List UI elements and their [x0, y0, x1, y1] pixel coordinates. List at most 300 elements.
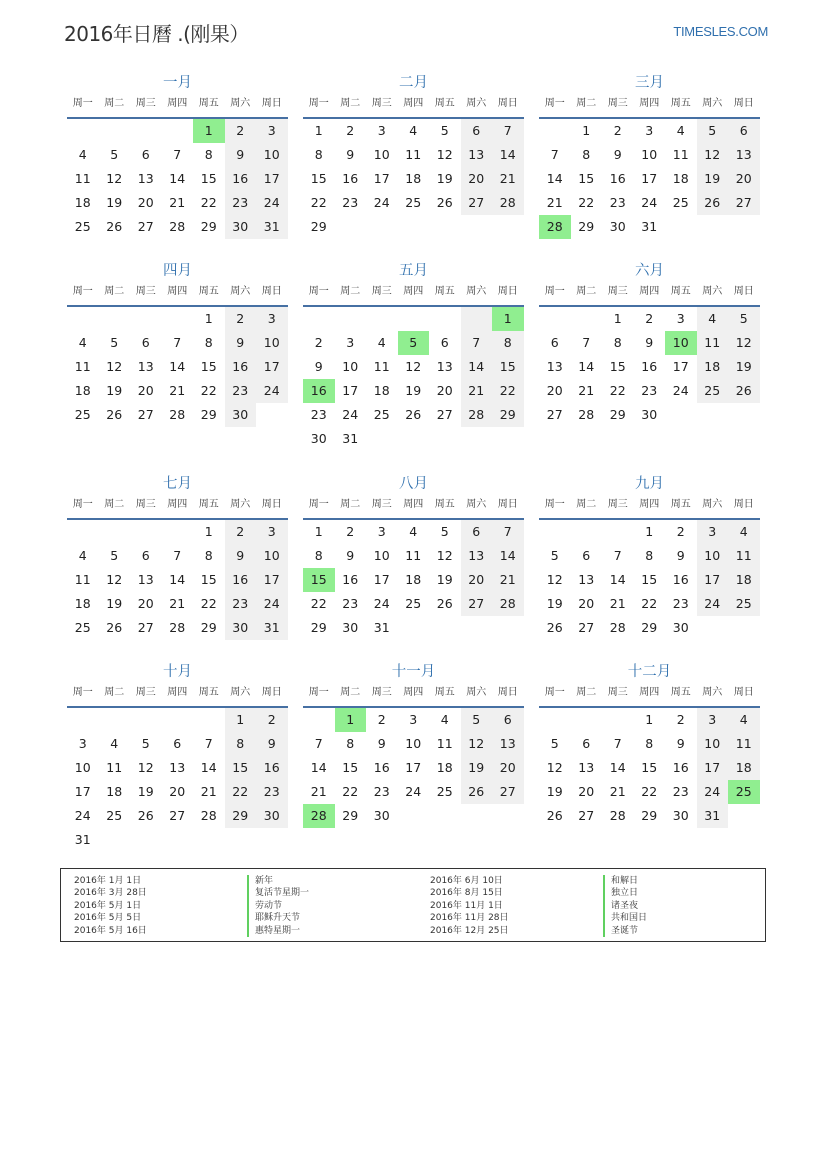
day-cell[interactable]: 21: [461, 379, 493, 403]
day-cell[interactable]: 31: [256, 215, 288, 239]
day-cell[interactable]: 11: [405, 548, 422, 563]
day-cell[interactable]: 6: [173, 736, 182, 751]
day-cell[interactable]: 20: [169, 784, 186, 799]
day-cell[interactable]: 16: [225, 167, 257, 191]
day-cell[interactable]: 22: [492, 379, 524, 403]
day-cell[interactable]: 6: [550, 335, 559, 350]
day-cell[interactable]: 24: [342, 407, 359, 422]
day-cell[interactable]: 10: [665, 331, 697, 355]
day-cell[interactable]: 4: [728, 708, 760, 732]
day-cell[interactable]: 4: [409, 524, 418, 539]
day-cell[interactable]: 13: [169, 760, 186, 775]
day-cell[interactable]: 16: [225, 355, 257, 379]
day-cell[interactable]: 17: [405, 760, 422, 775]
day-cell[interactable]: 26: [546, 808, 563, 823]
day-cell[interactable]: 6: [582, 548, 591, 563]
day-cell[interactable]: 4: [377, 335, 386, 350]
day-cell[interactable]: 23: [672, 784, 689, 799]
day-cell[interactable]: 14: [200, 760, 217, 775]
day-cell[interactable]: 1: [645, 524, 654, 539]
day-cell[interactable]: 27: [461, 191, 493, 215]
day-cell[interactable]: 23: [225, 379, 257, 403]
day-cell[interactable]: 26: [106, 407, 123, 422]
day-cell[interactable]: 21: [200, 784, 217, 799]
day-cell[interactable]: 3: [78, 736, 87, 751]
day-cell[interactable]: 12: [436, 548, 453, 563]
day-cell[interactable]: 8: [613, 335, 622, 350]
day-cell[interactable]: 12: [137, 760, 154, 775]
day-cell[interactable]: 17: [697, 756, 729, 780]
day-cell[interactable]: 12: [728, 331, 760, 355]
day-cell[interactable]: 11: [405, 147, 422, 162]
day-cell[interactable]: 30: [225, 403, 257, 427]
day-cell[interactable]: 30: [342, 620, 359, 635]
day-cell[interactable]: 18: [697, 355, 729, 379]
day-cell[interactable]: 13: [546, 359, 563, 374]
day-cell[interactable]: 29: [641, 808, 658, 823]
day-cell[interactable]: 26: [728, 379, 760, 403]
day-cell[interactable]: 14: [546, 171, 563, 186]
day-cell[interactable]: 20: [728, 167, 760, 191]
day-cell[interactable]: 7: [613, 548, 622, 563]
day-cell[interactable]: 31: [74, 832, 91, 847]
day-cell[interactable]: 4: [676, 123, 685, 138]
day-cell[interactable]: 9: [225, 143, 257, 167]
day-cell[interactable]: 27: [436, 407, 453, 422]
day-cell[interactable]: 17: [256, 355, 288, 379]
day-cell[interactable]: 23: [256, 780, 288, 804]
day-cell[interactable]: 21: [169, 596, 186, 611]
day-cell[interactable]: 8: [225, 732, 257, 756]
day-cell[interactable]: 26: [461, 780, 493, 804]
day-cell[interactable]: 24: [256, 191, 288, 215]
day-cell[interactable]: 29: [609, 407, 626, 422]
day-cell[interactable]: 10: [74, 760, 91, 775]
day-cell[interactable]: 15: [303, 568, 335, 592]
day-cell[interactable]: 29: [342, 808, 359, 823]
day-cell[interactable]: 25: [697, 379, 729, 403]
day-cell[interactable]: 20: [578, 784, 595, 799]
day-cell[interactable]: 19: [106, 596, 123, 611]
day-cell[interactable]: 15: [225, 756, 257, 780]
day-cell[interactable]: 27: [578, 620, 595, 635]
day-cell[interactable]: 1: [225, 708, 257, 732]
day-cell[interactable]: 16: [641, 359, 658, 374]
site-link[interactable]: TIMESLES.COM: [673, 24, 768, 39]
day-cell[interactable]: 18: [728, 756, 760, 780]
day-cell[interactable]: 23: [342, 596, 359, 611]
day-cell[interactable]: 18: [74, 383, 91, 398]
day-cell[interactable]: 5: [461, 708, 493, 732]
day-cell[interactable]: 25: [728, 780, 760, 804]
day-cell[interactable]: 28: [539, 215, 571, 239]
day-cell[interactable]: 28: [492, 592, 524, 616]
day-cell[interactable]: 9: [346, 548, 355, 563]
day-cell[interactable]: 1: [314, 123, 323, 138]
day-cell[interactable]: 13: [137, 359, 154, 374]
day-cell[interactable]: 20: [461, 167, 493, 191]
day-cell[interactable]: 3: [676, 311, 685, 326]
day-cell[interactable]: 22: [200, 596, 217, 611]
day-cell[interactable]: 11: [728, 732, 760, 756]
day-cell[interactable]: 28: [303, 804, 335, 828]
day-cell[interactable]: 26: [106, 620, 123, 635]
day-cell[interactable]: 21: [169, 383, 186, 398]
day-cell[interactable]: 1: [204, 311, 213, 326]
day-cell[interactable]: 20: [578, 596, 595, 611]
day-cell[interactable]: 27: [546, 407, 563, 422]
day-cell[interactable]: 23: [672, 596, 689, 611]
day-cell[interactable]: 14: [169, 359, 186, 374]
day-cell[interactable]: 30: [672, 808, 689, 823]
day-cell[interactable]: 29: [200, 219, 217, 234]
day-cell[interactable]: 6: [728, 119, 760, 143]
day-cell[interactable]: 24: [256, 592, 288, 616]
day-cell[interactable]: 6: [461, 119, 493, 143]
day-cell[interactable]: 11: [728, 544, 760, 568]
day-cell[interactable]: 15: [200, 171, 217, 186]
day-cell[interactable]: 21: [546, 195, 563, 210]
day-cell[interactable]: 21: [169, 195, 186, 210]
day-cell[interactable]: 17: [342, 383, 359, 398]
day-cell[interactable]: 30: [609, 219, 626, 234]
day-cell[interactable]: 4: [409, 123, 418, 138]
day-cell[interactable]: 2: [645, 311, 654, 326]
day-cell[interactable]: 28: [609, 620, 626, 635]
day-cell[interactable]: 31: [256, 616, 288, 640]
day-cell[interactable]: 13: [728, 143, 760, 167]
day-cell[interactable]: 26: [436, 195, 453, 210]
day-cell[interactable]: 9: [256, 732, 288, 756]
day-cell[interactable]: 21: [578, 383, 595, 398]
day-cell[interactable]: 9: [225, 544, 257, 568]
day-cell[interactable]: 19: [697, 167, 729, 191]
day-cell[interactable]: 8: [314, 147, 323, 162]
day-cell[interactable]: 23: [225, 191, 257, 215]
day-cell[interactable]: 15: [200, 359, 217, 374]
day-cell[interactable]: 12: [436, 147, 453, 162]
day-cell[interactable]: 27: [169, 808, 186, 823]
day-cell[interactable]: 10: [697, 544, 729, 568]
day-cell[interactable]: 17: [373, 171, 390, 186]
day-cell[interactable]: 11: [672, 147, 689, 162]
day-cell[interactable]: 1: [335, 708, 367, 732]
day-cell[interactable]: 2: [225, 520, 257, 544]
day-cell[interactable]: 22: [342, 784, 359, 799]
day-cell[interactable]: 18: [74, 195, 91, 210]
day-cell[interactable]: 6: [141, 335, 150, 350]
day-cell[interactable]: 2: [225, 307, 257, 331]
day-cell[interactable]: 15: [641, 760, 658, 775]
day-cell[interactable]: 16: [256, 756, 288, 780]
day-cell[interactable]: 6: [440, 335, 449, 350]
day-cell[interactable]: 4: [78, 335, 87, 350]
day-cell[interactable]: 8: [582, 147, 591, 162]
day-cell[interactable]: 25: [672, 195, 689, 210]
day-cell[interactable]: 5: [440, 524, 449, 539]
day-cell[interactable]: 29: [578, 219, 595, 234]
day-cell[interactable]: 27: [137, 407, 154, 422]
day-cell[interactable]: 28: [169, 620, 186, 635]
day-cell[interactable]: 31: [697, 804, 729, 828]
day-cell[interactable]: 22: [200, 383, 217, 398]
day-cell[interactable]: 6: [492, 708, 524, 732]
day-cell[interactable]: 29: [200, 407, 217, 422]
day-cell[interactable]: 24: [405, 784, 422, 799]
day-cell[interactable]: 10: [373, 147, 390, 162]
day-cell[interactable]: 13: [436, 359, 453, 374]
day-cell[interactable]: 3: [256, 307, 288, 331]
day-cell[interactable]: 11: [74, 359, 91, 374]
day-cell[interactable]: 19: [436, 171, 453, 186]
day-cell[interactable]: 22: [310, 195, 327, 210]
day-cell[interactable]: 10: [256, 544, 288, 568]
day-cell[interactable]: 4: [697, 307, 729, 331]
day-cell[interactable]: 17: [672, 359, 689, 374]
day-cell[interactable]: 8: [346, 736, 355, 751]
day-cell[interactable]: 7: [461, 331, 493, 355]
day-cell[interactable]: 29: [492, 403, 524, 427]
day-cell[interactable]: 23: [641, 383, 658, 398]
day-cell[interactable]: 17: [256, 568, 288, 592]
day-cell[interactable]: 9: [346, 147, 355, 162]
day-cell[interactable]: 9: [377, 736, 386, 751]
day-cell[interactable]: 29: [310, 219, 327, 234]
day-cell[interactable]: 25: [405, 195, 422, 210]
day-cell[interactable]: 14: [169, 572, 186, 587]
day-cell[interactable]: 29: [310, 620, 327, 635]
day-cell[interactable]: 12: [106, 572, 123, 587]
day-cell[interactable]: 4: [440, 712, 449, 727]
day-cell[interactable]: 26: [436, 596, 453, 611]
day-cell[interactable]: 11: [106, 760, 123, 775]
day-cell[interactable]: 5: [440, 123, 449, 138]
day-cell[interactable]: 7: [204, 736, 213, 751]
day-cell[interactable]: 19: [436, 572, 453, 587]
day-cell[interactable]: 5: [550, 548, 559, 563]
day-cell[interactable]: 25: [728, 592, 760, 616]
day-cell[interactable]: 31: [641, 219, 658, 234]
day-cell[interactable]: 3: [377, 524, 386, 539]
day-cell[interactable]: 29: [200, 620, 217, 635]
day-cell[interactable]: 4: [78, 548, 87, 563]
day-cell[interactable]: 1: [582, 123, 591, 138]
day-cell[interactable]: 11: [74, 171, 91, 186]
day-cell[interactable]: 10: [373, 548, 390, 563]
day-cell[interactable]: 5: [110, 335, 119, 350]
day-cell[interactable]: 17: [256, 167, 288, 191]
day-cell[interactable]: 19: [106, 383, 123, 398]
day-cell[interactable]: 18: [74, 596, 91, 611]
day-cell[interactable]: 9: [613, 147, 622, 162]
day-cell[interactable]: 11: [373, 359, 390, 374]
day-cell[interactable]: 10: [256, 331, 288, 355]
day-cell[interactable]: 14: [310, 760, 327, 775]
day-cell[interactable]: 2: [613, 123, 622, 138]
day-cell[interactable]: 19: [461, 756, 493, 780]
day-cell[interactable]: 22: [200, 195, 217, 210]
day-cell[interactable]: 2: [676, 712, 685, 727]
day-cell[interactable]: 18: [405, 171, 422, 186]
day-cell[interactable]: 6: [141, 548, 150, 563]
day-cell[interactable]: 14: [461, 355, 493, 379]
day-cell[interactable]: 3: [346, 335, 355, 350]
day-cell[interactable]: 21: [310, 784, 327, 799]
day-cell[interactable]: 12: [546, 572, 563, 587]
day-cell[interactable]: 30: [641, 407, 658, 422]
day-cell[interactable]: 16: [373, 760, 390, 775]
day-cell[interactable]: 14: [578, 359, 595, 374]
day-cell[interactable]: 3: [697, 520, 729, 544]
day-cell[interactable]: 30: [672, 620, 689, 635]
day-cell[interactable]: 8: [492, 331, 524, 355]
day-cell[interactable]: 18: [672, 171, 689, 186]
day-cell[interactable]: 24: [373, 195, 390, 210]
day-cell[interactable]: 4: [110, 736, 119, 751]
day-cell[interactable]: 25: [106, 808, 123, 823]
day-cell[interactable]: 14: [609, 760, 626, 775]
day-cell[interactable]: 20: [137, 383, 154, 398]
day-cell[interactable]: 2: [256, 708, 288, 732]
day-cell[interactable]: 13: [461, 143, 493, 167]
day-cell[interactable]: 14: [169, 171, 186, 186]
day-cell[interactable]: 19: [106, 195, 123, 210]
day-cell[interactable]: 25: [74, 407, 91, 422]
day-cell[interactable]: 9: [676, 736, 685, 751]
day-cell[interactable]: 13: [137, 171, 154, 186]
day-cell[interactable]: 15: [342, 760, 359, 775]
day-cell[interactable]: 2: [346, 123, 355, 138]
day-cell[interactable]: 8: [204, 548, 213, 563]
day-cell[interactable]: 26: [546, 620, 563, 635]
day-cell[interactable]: 23: [342, 195, 359, 210]
day-cell[interactable]: 28: [578, 407, 595, 422]
day-cell[interactable]: 3: [377, 123, 386, 138]
day-cell[interactable]: 17: [74, 784, 91, 799]
day-cell[interactable]: 23: [225, 592, 257, 616]
day-cell[interactable]: 15: [609, 359, 626, 374]
day-cell[interactable]: 20: [436, 383, 453, 398]
day-cell[interactable]: 10: [342, 359, 359, 374]
day-cell[interactable]: 3: [697, 708, 729, 732]
day-cell[interactable]: 1: [314, 524, 323, 539]
day-cell[interactable]: 27: [492, 780, 524, 804]
day-cell[interactable]: 3: [256, 119, 288, 143]
day-cell[interactable]: 13: [578, 572, 595, 587]
day-cell[interactable]: 28: [169, 407, 186, 422]
day-cell[interactable]: 30: [256, 804, 288, 828]
day-cell[interactable]: 27: [461, 592, 493, 616]
day-cell[interactable]: 9: [314, 359, 323, 374]
day-cell[interactable]: 17: [697, 568, 729, 592]
day-cell[interactable]: 24: [672, 383, 689, 398]
day-cell[interactable]: 28: [461, 403, 493, 427]
day-cell[interactable]: 1: [492, 307, 524, 331]
day-cell[interactable]: 2: [346, 524, 355, 539]
day-cell[interactable]: 24: [74, 808, 91, 823]
day-cell[interactable]: 6: [582, 736, 591, 751]
day-cell[interactable]: 16: [672, 760, 689, 775]
day-cell[interactable]: 14: [492, 143, 524, 167]
day-cell[interactable]: 2: [676, 524, 685, 539]
day-cell[interactable]: 9: [676, 548, 685, 563]
day-cell[interactable]: 7: [582, 335, 591, 350]
day-cell[interactable]: 26: [137, 808, 154, 823]
day-cell[interactable]: 22: [641, 784, 658, 799]
day-cell[interactable]: 30: [225, 616, 257, 640]
day-cell[interactable]: 10: [697, 732, 729, 756]
day-cell[interactable]: 20: [137, 596, 154, 611]
day-cell[interactable]: 22: [609, 383, 626, 398]
day-cell[interactable]: 19: [405, 383, 422, 398]
day-cell[interactable]: 15: [641, 572, 658, 587]
day-cell[interactable]: 6: [461, 520, 493, 544]
day-cell[interactable]: 18: [373, 383, 390, 398]
day-cell[interactable]: 5: [398, 331, 430, 355]
day-cell[interactable]: 17: [373, 572, 390, 587]
day-cell[interactable]: 26: [697, 191, 729, 215]
day-cell[interactable]: 25: [373, 407, 390, 422]
day-cell[interactable]: 4: [78, 147, 87, 162]
day-cell[interactable]: 7: [173, 147, 182, 162]
day-cell[interactable]: 6: [141, 147, 150, 162]
day-cell[interactable]: 16: [342, 572, 359, 587]
day-cell[interactable]: 5: [550, 736, 559, 751]
day-cell[interactable]: 3: [409, 712, 418, 727]
day-cell[interactable]: 20: [546, 383, 563, 398]
day-cell[interactable]: 24: [641, 195, 658, 210]
day-cell[interactable]: 22: [225, 780, 257, 804]
day-cell[interactable]: 10: [405, 736, 422, 751]
day-cell[interactable]: 7: [173, 335, 182, 350]
day-cell[interactable]: 2: [314, 335, 323, 350]
day-cell[interactable]: 28: [492, 191, 524, 215]
day-cell[interactable]: 12: [106, 171, 123, 186]
day-cell[interactable]: 28: [169, 219, 186, 234]
day-cell[interactable]: 1: [645, 712, 654, 727]
day-cell[interactable]: 7: [550, 147, 559, 162]
day-cell[interactable]: 11: [697, 331, 729, 355]
day-cell[interactable]: 27: [728, 191, 760, 215]
day-cell[interactable]: 24: [697, 780, 729, 804]
day-cell[interactable]: 19: [546, 784, 563, 799]
day-cell[interactable]: 20: [461, 568, 493, 592]
day-cell[interactable]: 9: [225, 331, 257, 355]
day-cell[interactable]: 26: [405, 407, 422, 422]
day-cell[interactable]: 15: [310, 171, 327, 186]
day-cell[interactable]: 15: [200, 572, 217, 587]
day-cell[interactable]: 16: [672, 572, 689, 587]
day-cell[interactable]: 1: [204, 524, 213, 539]
day-cell[interactable]: 1: [613, 311, 622, 326]
day-cell[interactable]: 12: [697, 143, 729, 167]
day-cell[interactable]: 3: [645, 123, 654, 138]
day-cell[interactable]: 18: [436, 760, 453, 775]
day-cell[interactable]: 14: [609, 572, 626, 587]
day-cell[interactable]: 22: [578, 195, 595, 210]
day-cell[interactable]: 14: [492, 544, 524, 568]
day-cell[interactable]: 27: [137, 219, 154, 234]
day-cell[interactable]: 7: [492, 520, 524, 544]
day-cell[interactable]: 13: [492, 732, 524, 756]
day-cell[interactable]: 28: [200, 808, 217, 823]
day-cell[interactable]: 30: [310, 431, 327, 446]
day-cell[interactable]: 20: [492, 756, 524, 780]
day-cell[interactable]: 5: [110, 147, 119, 162]
day-cell[interactable]: 24: [697, 592, 729, 616]
day-cell[interactable]: 7: [314, 736, 323, 751]
day-cell[interactable]: 23: [609, 195, 626, 210]
